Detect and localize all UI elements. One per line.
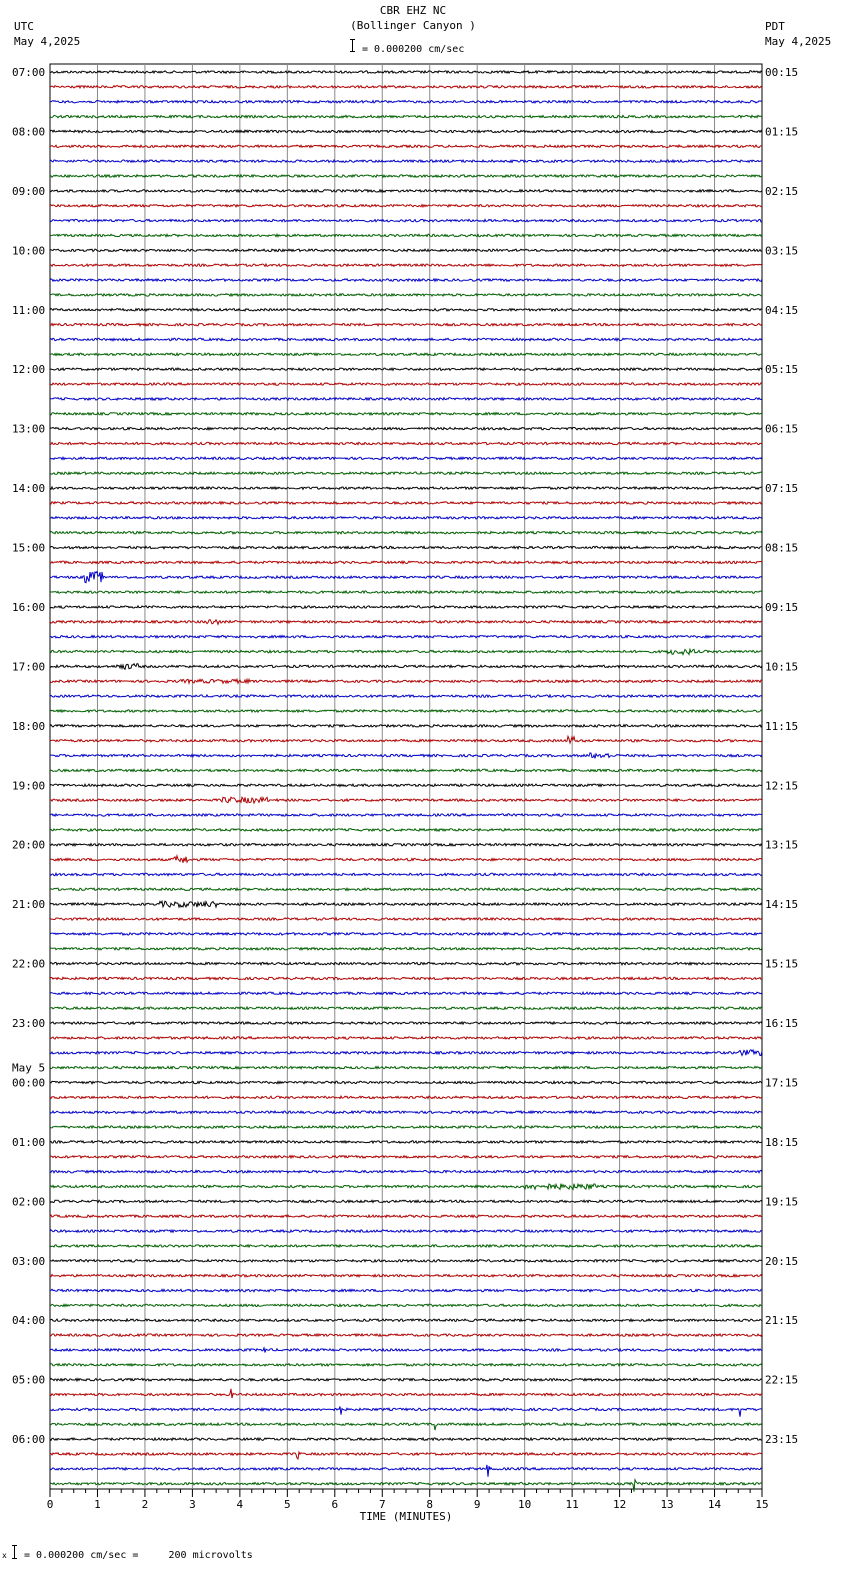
- seismic-trace: [50, 572, 762, 583]
- seismic-trace: [50, 487, 762, 489]
- utc-hour-label: 09:00: [12, 184, 46, 198]
- pdt-hour-label: 10:15: [765, 660, 799, 674]
- seismic-trace: [50, 338, 762, 340]
- seismic-trace: [50, 502, 762, 504]
- seismic-trace: [50, 71, 762, 73]
- seismic-trace: [50, 1215, 762, 1217]
- utc-hour-label: 18:00: [12, 719, 46, 733]
- utc-hour-label: 00:00: [12, 1076, 46, 1090]
- seismic-trace: [50, 175, 762, 177]
- footer-scale-label: = 0.000200 cm/sec = 200 microvolts: [24, 1550, 253, 1561]
- seismic-trace: [50, 679, 762, 683]
- pdt-hour-label: 03:15: [765, 244, 799, 258]
- seismic-trace: [50, 1184, 762, 1190]
- pdt-hour-label: 06:15: [765, 422, 799, 436]
- utc-hour-label: 17:00: [12, 660, 46, 674]
- seismic-trace: [50, 636, 762, 638]
- x-tick-label: 12: [612, 1498, 627, 1511]
- utc-hour-label: 13:00: [12, 422, 46, 436]
- seismic-trace: [50, 398, 762, 400]
- seismic-trace: [50, 962, 762, 964]
- seismic-trace: [50, 797, 762, 803]
- seismic-trace: [50, 368, 762, 370]
- seismic-trace: [50, 606, 762, 608]
- seismic-trace: [50, 160, 762, 162]
- seismic-trace: [50, 1304, 762, 1306]
- x-tick-label: 8: [426, 1498, 434, 1511]
- pdt-hour-label: 02:15: [765, 184, 799, 198]
- seismic-trace: [50, 249, 762, 251]
- pdt-hour-label: 05:15: [765, 363, 799, 377]
- scale-label: = 0.000200 cm/sec: [362, 44, 465, 55]
- seismic-trace: [50, 457, 762, 459]
- seismic-trace: [50, 1260, 762, 1262]
- seismic-trace: [50, 1364, 762, 1366]
- seismic-trace: [50, 546, 762, 548]
- seismic-trace: [50, 1423, 762, 1430]
- seismic-trace: [50, 1406, 762, 1416]
- seismic-trace: [50, 1007, 762, 1009]
- seismic-trace: [50, 413, 762, 415]
- seismic-trace: [50, 664, 762, 670]
- seismic-trace: [50, 517, 762, 519]
- utc-hour-label: 23:00: [12, 1017, 46, 1031]
- utc-hour-label: 08:00: [12, 125, 46, 139]
- seismic-trace: [50, 1096, 762, 1098]
- seismic-trace: [50, 294, 762, 296]
- seismic-trace: [50, 264, 762, 266]
- seismic-trace: [50, 1111, 762, 1113]
- station-location: (Bollinger Canyon ): [350, 19, 476, 32]
- pdt-hour-label: 17:15: [765, 1076, 799, 1090]
- pdt-hour-label: 01:15: [765, 125, 799, 139]
- pdt-hour-label: 04:15: [765, 303, 799, 317]
- utc-hour-label: 07:00: [12, 66, 46, 79]
- x-tick-label: 4: [236, 1498, 244, 1511]
- seismic-trace: [50, 101, 762, 103]
- seismic-trace: [50, 1319, 762, 1321]
- x-tick-label: 11: [565, 1498, 579, 1511]
- x-tick-label: 1: [94, 1498, 101, 1511]
- utc-hour-label: 03:00: [12, 1254, 46, 1268]
- utc-hour-label: 14:00: [12, 482, 46, 496]
- x-tick-label: 5: [284, 1498, 291, 1511]
- seismic-trace: [50, 1156, 762, 1158]
- day-change-label: May 5: [12, 1061, 46, 1075]
- seismic-trace: [50, 901, 762, 907]
- seismic-trace: [50, 1066, 762, 1068]
- utc-hour-label: 06:00: [12, 1433, 46, 1447]
- seismic-trace: [50, 649, 762, 654]
- seismic-trace: [50, 753, 762, 759]
- utc-hour-label: 22:00: [12, 957, 46, 971]
- seismic-trace: [50, 856, 762, 863]
- seismic-trace: [50, 736, 762, 743]
- pdt-hour-label: 19:15: [765, 1195, 799, 1209]
- utc-hour-label: 04:00: [12, 1314, 46, 1328]
- seismic-trace: [50, 427, 762, 429]
- x-tick-label: 3: [189, 1498, 196, 1511]
- seismic-trace: [50, 145, 762, 147]
- pdt-hour-label: 00:15: [765, 66, 799, 79]
- utc-hour-label: 16:00: [12, 600, 46, 614]
- station-title: CBR EHZ NC: [379, 4, 447, 17]
- seismic-trace: [50, 1389, 762, 1398]
- seismic-trace: [50, 591, 762, 593]
- seismic-trace: [50, 1289, 762, 1291]
- seismic-trace: [50, 115, 762, 117]
- seismic-trace: [50, 769, 762, 771]
- pdt-hour-label: 13:15: [765, 838, 799, 852]
- footer-marker: x: [2, 1551, 7, 1560]
- seismic-trace: [50, 1141, 762, 1143]
- seismic-trace: [50, 814, 762, 816]
- seismic-trace: [50, 918, 762, 920]
- pdt-hour-label: 16:15: [765, 1017, 799, 1031]
- seismic-trace: [50, 234, 762, 236]
- seismic-trace: [50, 561, 762, 563]
- seismic-trace: [50, 695, 762, 697]
- x-tick-label: 7: [378, 1498, 386, 1511]
- right-date: May 4,2025: [765, 35, 832, 48]
- seismic-trace: [50, 844, 762, 846]
- x-tick-label: 10: [518, 1498, 532, 1511]
- seismic-trace: [50, 888, 762, 890]
- seismic-trace: [50, 873, 762, 875]
- seismic-trace: [50, 1245, 762, 1247]
- seismic-trace: [50, 977, 762, 979]
- seismic-trace: [50, 933, 762, 935]
- pdt-hour-label: 09:15: [765, 600, 799, 614]
- seismic-trace: [50, 1452, 762, 1459]
- seismic-trace: [50, 1126, 762, 1128]
- seismic-trace: [50, 725, 762, 727]
- pdt-hour-label: 12:15: [765, 779, 799, 793]
- seismic-trace: [50, 472, 762, 474]
- seismic-trace: [50, 1465, 762, 1477]
- seismic-trace: [50, 1438, 762, 1440]
- seismic-trace: [50, 1334, 762, 1336]
- x-tick-label: 6: [331, 1498, 339, 1511]
- x-tick-label: 9: [473, 1498, 481, 1511]
- utc-hour-label: 19:00: [12, 779, 46, 793]
- pdt-hour-label: 07:15: [765, 482, 799, 496]
- seismic-trace: [50, 784, 762, 786]
- pdt-hour-label: 08:15: [765, 541, 799, 555]
- seismic-trace: [50, 190, 762, 192]
- pdt-hour-label: 22:15: [765, 1373, 799, 1387]
- seismic-trace: [50, 1230, 762, 1232]
- pdt-hour-label: 18:15: [765, 1135, 799, 1149]
- utc-hour-label: 20:00: [12, 838, 46, 852]
- utc-hour-label: 02:00: [12, 1195, 46, 1209]
- seismic-trace: [50, 219, 762, 221]
- x-tick-label: 2: [141, 1498, 149, 1511]
- seismic-trace: [50, 532, 762, 534]
- seismic-trace: [50, 442, 762, 444]
- seismic-trace: [50, 710, 762, 712]
- seismic-trace: [50, 1022, 762, 1024]
- seismic-trace: [50, 1275, 762, 1277]
- x-axis-label: TIME (MINUTES): [359, 1510, 453, 1523]
- seismic-trace: [50, 1170, 762, 1172]
- utc-hour-label: 11:00: [12, 303, 46, 317]
- seismic-trace: [50, 309, 762, 311]
- seismic-trace: [50, 86, 762, 88]
- utc-hour-label: 10:00: [12, 244, 46, 258]
- seismic-trace: [50, 1037, 762, 1039]
- seismic-trace: [50, 353, 762, 355]
- seismic-trace: [50, 205, 762, 207]
- pdt-hour-label: 21:15: [765, 1314, 799, 1328]
- seismic-trace: [50, 620, 762, 625]
- right-timezone: PDT: [765, 20, 785, 33]
- left-timezone: UTC: [14, 20, 34, 33]
- seismic-trace: [50, 992, 762, 994]
- utc-hour-label: 21:00: [12, 898, 46, 912]
- seismic-trace: [50, 1379, 762, 1381]
- seismic-trace: [50, 130, 762, 132]
- seismic-trace: [50, 948, 762, 950]
- x-tick-label: 15: [755, 1498, 769, 1511]
- left-date: May 4,2025: [14, 35, 81, 48]
- pdt-hour-label: 11:15: [765, 719, 799, 733]
- seismic-trace: [50, 1200, 762, 1202]
- seismic-trace: [50, 279, 762, 281]
- utc-hour-label: 15:00: [12, 541, 46, 555]
- utc-hour-label: 05:00: [12, 1373, 46, 1387]
- x-tick-label: 0: [46, 1498, 54, 1511]
- x-tick-label: 13: [660, 1498, 674, 1511]
- seismic-trace: [50, 1050, 762, 1056]
- x-tick-label: 14: [707, 1498, 722, 1511]
- seismic-trace: [50, 383, 762, 385]
- pdt-hour-label: 15:15: [765, 957, 799, 971]
- seismic-trace: [50, 1081, 762, 1083]
- utc-hour-label: 01:00: [12, 1135, 46, 1149]
- seismic-trace: [50, 1348, 762, 1353]
- pdt-hour-label: 23:15: [765, 1433, 799, 1447]
- seismic-trace: [50, 829, 762, 831]
- utc-hour-label: 12:00: [12, 363, 46, 377]
- seismic-trace: [50, 323, 762, 325]
- pdt-hour-label: 20:15: [765, 1254, 799, 1268]
- pdt-hour-label: 14:15: [765, 898, 799, 912]
